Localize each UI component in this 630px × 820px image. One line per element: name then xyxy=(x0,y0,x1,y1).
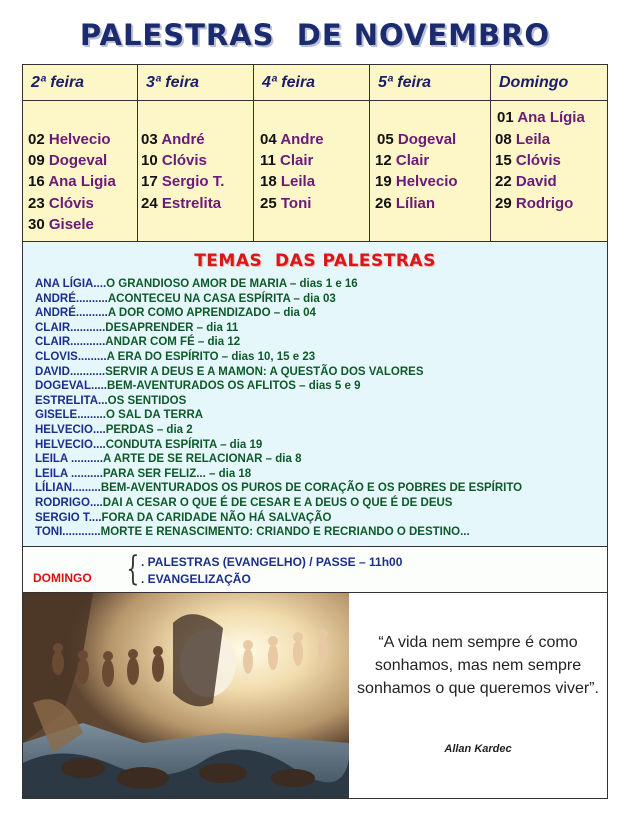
theme-row xyxy=(35,424,193,436)
themes-title: TEMAS DAS PALESTRAS xyxy=(194,251,436,271)
speaker-name: LEILA xyxy=(35,467,68,480)
schedule-entry: 25 Toni xyxy=(260,195,312,212)
theme-row xyxy=(35,278,358,290)
leader-dots: .......... xyxy=(67,453,103,466)
schedule-entry: 15 Clóvis xyxy=(495,152,561,169)
theme-row xyxy=(35,366,424,378)
theme-title: ANDAR COM FÉ – dia 12 xyxy=(105,336,241,349)
day-column-sunday xyxy=(491,101,607,241)
themes-section xyxy=(22,242,608,547)
speaker-name: HELVECIO xyxy=(35,424,93,436)
speaker-name: DOGEVAL xyxy=(35,380,92,393)
theme-title: O GRANDIOSO AMOR DE MARIA – dias 1 e 16 xyxy=(106,278,358,290)
leader-dots: ........... xyxy=(69,365,106,378)
speaker-name: SERGIO T xyxy=(35,511,89,524)
leader-dots: ......... xyxy=(77,351,107,363)
theme-title: SERVIR A DEUS E A MAMON: A QUESTÃO DOS VALORES xyxy=(105,365,424,378)
speaker-name: ANA LÍGIA xyxy=(35,278,94,290)
day-column-tuesday xyxy=(138,101,254,241)
theme-row xyxy=(35,497,452,509)
schedule-entry: 02 Helvecio xyxy=(28,131,111,148)
schedule-entry: 24 Estrelita xyxy=(141,195,222,212)
theme-row xyxy=(35,526,470,538)
leader-dots: .......... xyxy=(75,307,108,320)
schedule-entry: 05 Dogeval xyxy=(377,131,457,148)
schedule-entry: 29 Rodrigo xyxy=(495,195,574,212)
speaker-name: LÍLIAN xyxy=(35,482,73,495)
day-column-thursday xyxy=(370,101,491,241)
theme-row xyxy=(35,453,301,465)
leader-dots: .......... xyxy=(75,292,108,305)
calendar-table xyxy=(22,64,608,242)
sunday-item: . PALESTRAS (EVANGELHO) / PASSE – 11h00 xyxy=(141,555,403,569)
leader-dots: .... xyxy=(89,497,103,509)
theme-title: ACONTECEU NA CASA ESPÍRITA – dia 03 xyxy=(107,292,336,305)
quote-text: “A vida nem sempre é como sonhamos, mas nem sempre sonhamos o que queremos viver”. xyxy=(357,634,599,697)
theme-row xyxy=(35,409,203,421)
day-column-wednesday xyxy=(254,101,370,241)
leader-dots: ........... xyxy=(70,336,106,349)
leader-dots: .... xyxy=(93,278,107,290)
leader-dots: ......... xyxy=(72,482,101,495)
schedule-entry: 12 Clair xyxy=(375,152,430,169)
theme-row xyxy=(35,322,238,334)
speaker-name: TONI xyxy=(35,526,63,539)
day-header-sunday: Domingo xyxy=(499,74,569,91)
theme-row xyxy=(35,380,360,392)
theme-title: PERDAS – dia 2 xyxy=(105,424,193,436)
speaker-name: DAVID xyxy=(35,365,70,378)
schedule-entry: 23 Clóvis xyxy=(28,195,94,212)
theme-row xyxy=(35,395,186,407)
schedule-entry: 09 Dogeval xyxy=(28,152,108,169)
quote-section xyxy=(22,593,608,799)
calendar-header xyxy=(23,65,607,101)
theme-row xyxy=(35,439,262,451)
schedule-entry: 19 Helvecio xyxy=(375,173,458,190)
theme-title: BEM-AVENTURADOS OS AFLITOS – dias 5 e 9 xyxy=(107,380,361,393)
theme-row xyxy=(35,512,331,524)
schedule-entry: 04 Andre xyxy=(260,131,324,148)
theme-row xyxy=(35,293,336,305)
schedule-entry: 22 David xyxy=(495,173,557,190)
schedule-entry: 08 Leila xyxy=(495,131,551,148)
spiritual-evolution-painting xyxy=(23,593,349,798)
schedule-entry: 01 Ana Lígia xyxy=(497,109,585,126)
schedule-entry: 03 André xyxy=(141,131,205,148)
schedule-entry: 10 Clóvis xyxy=(141,152,207,169)
leader-dots: ............ xyxy=(62,526,101,539)
schedule-entry: 16 Ana Ligia xyxy=(28,173,116,190)
theme-title: A ARTE DE SE RELACIONAR – dia 8 xyxy=(102,453,302,466)
schedule-entry: 17 Sergio T. xyxy=(141,173,225,190)
day-column-monday xyxy=(23,101,138,241)
theme-title: O SAL DA TERRA xyxy=(105,409,204,422)
theme-row xyxy=(35,307,316,319)
leader-dots: .......... xyxy=(67,467,103,480)
schedule-entry: 18 Leila xyxy=(260,173,316,190)
theme-title: DAI A CESAR O QUE É DE CESAR E A DEUS O QUE É DE DEUS xyxy=(102,497,453,509)
theme-title: A ERA DO ESPÍRITO – dias 10, 15 e 23 xyxy=(106,351,316,363)
speaker-name: LEILA xyxy=(35,453,68,466)
schedule-entry: 11 Clair xyxy=(260,152,314,169)
theme-row xyxy=(35,482,522,494)
speaker-name: ANDRÉ xyxy=(35,292,76,305)
leader-dots: .... xyxy=(92,438,106,451)
theme-title: MORTE E RENASCIMENTO: CRIANDO E RECRIANDO O DESTINO... xyxy=(100,526,470,539)
theme-title: OS SENTIDOS xyxy=(107,394,187,407)
speaker-name: HELVECIO xyxy=(35,438,93,451)
theme-row xyxy=(35,468,251,480)
leader-dots: .... xyxy=(92,424,106,436)
leader-dots: ........... xyxy=(70,321,106,334)
theme-title: PARA SER FELIZ... – dia 18 xyxy=(102,467,252,480)
speaker-name: CLAIR xyxy=(35,336,71,349)
sunday-item: . EVANGELIZAÇÃO xyxy=(141,572,251,586)
leader-dots: ... xyxy=(98,394,108,407)
theme-row xyxy=(35,351,315,363)
page-title: PALESTRAS DE NOVEMBRO xyxy=(79,18,551,52)
leader-dots: ..... xyxy=(91,380,107,393)
speaker-name: CLOVIS xyxy=(35,351,78,363)
speaker-name: ESTRELITA xyxy=(35,394,99,407)
schedule-entry: 30 Gisele xyxy=(28,216,94,233)
day-header-wednesday: 4ª feira xyxy=(254,65,370,100)
speaker-name: ANDRÉ xyxy=(35,307,76,320)
sunday-schedule xyxy=(22,547,608,593)
leader-dots: ......... xyxy=(77,409,106,422)
day-header-thursday: 5ª feira xyxy=(370,65,491,100)
speaker-name: GISELE xyxy=(35,409,78,422)
theme-title: A DOR COMO APRENDIZADO – dia 04 xyxy=(107,307,316,320)
speaker-name: CLAIR xyxy=(35,321,71,334)
brace-icon: { xyxy=(126,549,140,589)
day-header-tuesday: 3ª feira xyxy=(138,65,254,100)
sunday-label: DOMINGO xyxy=(33,571,92,585)
theme-title: FORA DA CARIDADE NÃO HÁ SALVAÇÃO xyxy=(101,511,332,524)
day-header-monday: 2ª feira xyxy=(23,65,138,100)
theme-title: DESAPRENDER – dia 11 xyxy=(105,321,239,334)
quote-author: Allan Kardec xyxy=(444,743,512,755)
speaker-name: RODRIGO xyxy=(35,497,90,509)
schedule-entry: 26 Lílian xyxy=(375,195,436,212)
theme-title: BEM-AVENTURADOS OS PUROS DE CORAÇÃO E OS POBRES DE ESPÍRITO xyxy=(100,482,523,495)
leader-dots: .... xyxy=(88,511,102,524)
theme-title: CONDUTA ESPÍRITA – dia 19 xyxy=(105,438,263,451)
theme-row xyxy=(35,336,240,348)
